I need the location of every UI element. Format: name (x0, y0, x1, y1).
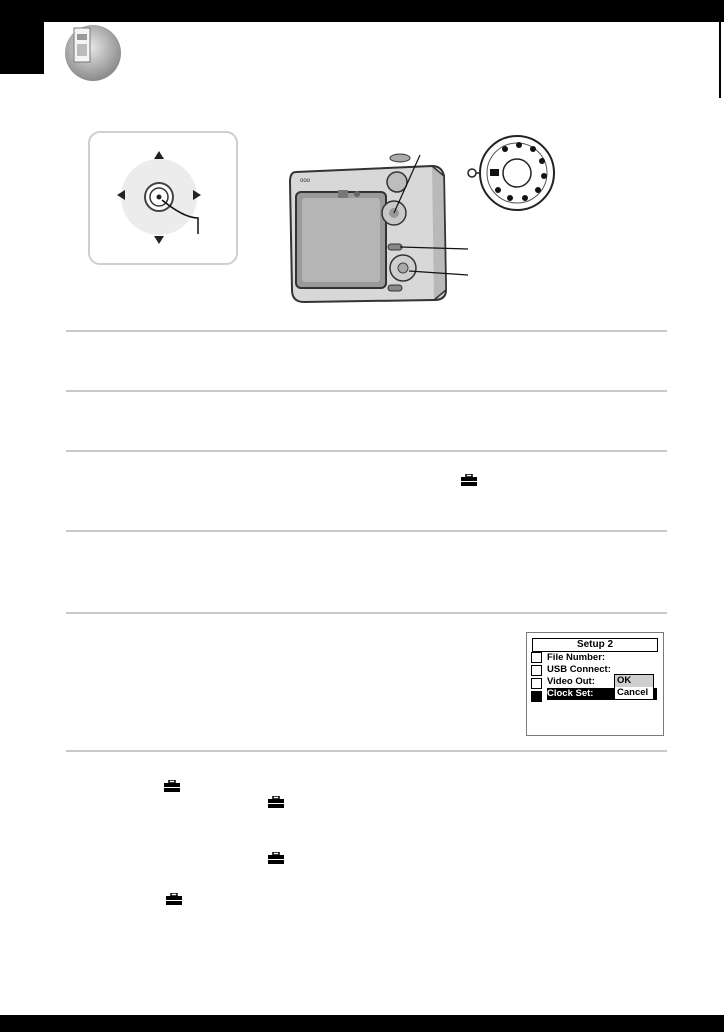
section-rule-2 (66, 390, 667, 392)
section-rule-5 (66, 612, 667, 614)
toolbox-icon (164, 780, 180, 792)
chapter-dial-icon (64, 24, 122, 82)
clock-set-popup (614, 674, 654, 700)
pointer-arrow-icon (607, 689, 613, 697)
right-edge-rule (719, 22, 721, 98)
section-rule-1 (66, 330, 667, 332)
setup-item-file-number: File Number: (547, 652, 606, 663)
popup-option-cancel: Cancel (617, 687, 649, 698)
section-rule-3 (66, 450, 667, 452)
bottom-bar (0, 1015, 724, 1032)
svg-text:ooo: ooo (300, 178, 311, 184)
toolbox-icon (166, 893, 182, 905)
memory-tab-icon (531, 665, 542, 676)
setup-screen-title: Setup 2 (532, 638, 658, 652)
setup-screen-tab-strip (531, 652, 543, 708)
setup1-tab-icon (531, 678, 542, 689)
setup-item-clock-set: Clock Set: (547, 688, 657, 700)
chapter-tab (0, 0, 44, 74)
section-rule-4 (66, 530, 667, 532)
mode-dial-illustration (462, 130, 580, 226)
setup-item-usb-connect: USB Connect: (547, 664, 611, 675)
top-bar (0, 0, 724, 22)
camera-tab-icon (531, 652, 542, 663)
toolbox-icon (268, 796, 284, 808)
popup-option-ok: OK (615, 675, 653, 687)
setup-item-video-out: Video Out: (547, 676, 595, 687)
camera-body-illustration (282, 140, 472, 306)
toolbox-icon (268, 852, 284, 864)
setup2-tab-icon (531, 691, 542, 702)
control-button-icon (96, 138, 230, 258)
toolbox-icon (461, 474, 477, 486)
section-rule-6 (66, 750, 667, 752)
